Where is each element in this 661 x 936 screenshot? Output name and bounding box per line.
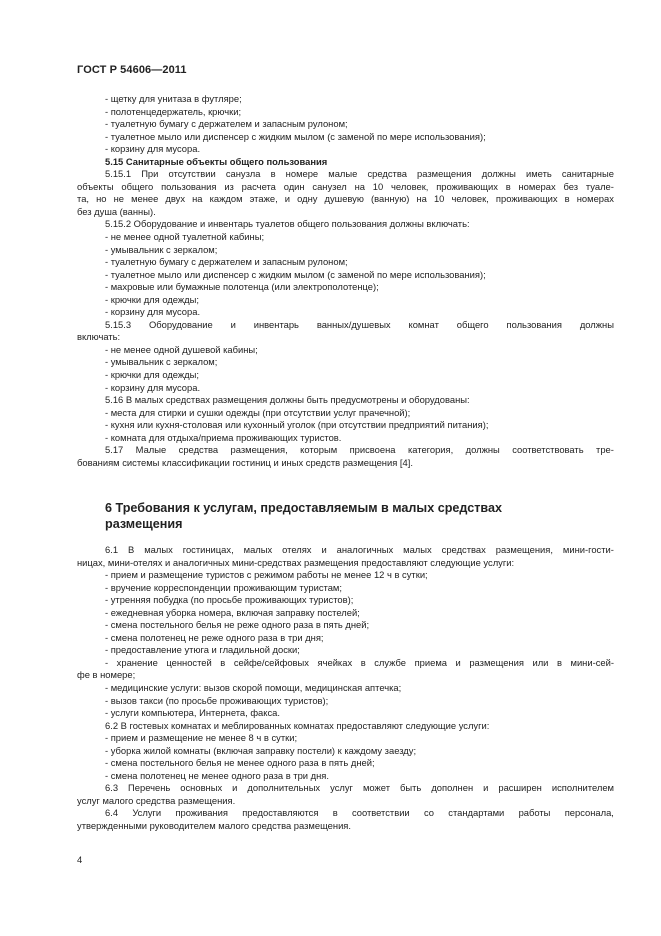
text-line: 5.15.2 Оборудование и инвентарь туалетов общего пользования должны включать: bbox=[105, 218, 470, 230]
text-line: ницах, мини-отелях и аналогичных мини-средствах размещения предоставляют следующие услуги: bbox=[77, 556, 515, 568]
text-line: - не менее одной душевой кабины; bbox=[105, 343, 258, 355]
text-line: 6.2 В гостевых комнатах и меблированных комнатах предоставляют следующие услуги: bbox=[105, 719, 490, 731]
page-number: 4 bbox=[77, 854, 83, 865]
text-line: - туалетное мыло или диспенсер с жидким мылом (с заменой по мере использования); bbox=[105, 130, 486, 142]
text-line: объекты общего пользования из расчета один санузел на 10 человек, проживающих в номерах без туале- bbox=[77, 180, 614, 192]
text-line: та, но не менее двух на каждом этаже, и одну душевую (ванную) на 10 человек, проживающих в номерах bbox=[77, 193, 614, 205]
text-line: 5.16 В малых средствах размещения должны быть предусмотрены и оборудованы: bbox=[105, 394, 470, 406]
text-line: - смена полотенец не менее одного раза в три дня. bbox=[105, 769, 329, 781]
text-line: - крючки для одежды; bbox=[105, 369, 199, 381]
text-line: 6.3 Перечень основных и дополнительных услуг может быть дополнен и расширен исполнителем bbox=[105, 782, 614, 794]
text-line: - вызов такси (по просьбе проживающих туристов); bbox=[105, 694, 329, 706]
text-line: - туалетное мыло или диспенсер с жидким мылом (с заменой по мере использования); bbox=[105, 268, 486, 280]
text-line: - не менее одной туалетной кабины; bbox=[105, 231, 265, 243]
text-line: - уборка жилой комнаты (включая заправку постели) к каждому заезду; bbox=[105, 744, 417, 756]
body-text-section-6 bbox=[77, 544, 614, 833]
text-line: 5.17 Малые средства размещения, которым присвоена категория, должны соответствовать тре- bbox=[105, 444, 614, 456]
text-line: услуг малого средства размещения. bbox=[77, 794, 236, 806]
text-line: - медицинские услуги: вызов скорой помощи, медицинская аптечка; bbox=[105, 682, 402, 694]
text-line: без душа (ванны). bbox=[77, 205, 156, 217]
text-line: - смена полотенец не реже одного раза в три дня; bbox=[105, 631, 324, 643]
text-line: - махровые или бумажные полотенца (или электрополотенце); bbox=[105, 281, 379, 293]
text-line: 5.15.1 При отсутствии санузла в номере малые средства размещения должны иметь санитарные bbox=[105, 168, 614, 180]
text-line: - корзину для мусора. bbox=[105, 381, 201, 393]
text-line: - туалетную бумагу с держателем и запасным рулоном; bbox=[105, 118, 348, 130]
text-line: - предоставление утюга и гладильной доски; bbox=[105, 644, 300, 656]
text-line: 6.1 В малых гостиницах, малых отелях и аналогичных малых средствах размещения, мини-гости- bbox=[105, 544, 614, 555]
text-line: утвержденными руководителем малого средства размещения. bbox=[77, 820, 351, 832]
text-line: - смена постельного белья не реже одного раза в пять дней; bbox=[105, 619, 370, 631]
document-header: ГОСТ Р 54606—2011 bbox=[77, 64, 187, 76]
section-6-title-line-2: размещения bbox=[105, 517, 183, 531]
text-line: включать: bbox=[77, 331, 121, 343]
section-6-heading bbox=[105, 500, 605, 532]
text-line: - туалетную бумагу с держателем и запасным рулоном; bbox=[105, 256, 348, 268]
text-line: - места для стирки и сушки одежды (при отсутствии услуг прачечной); bbox=[105, 406, 411, 418]
text-line: - прием и размещение не менее 8 ч в сутки; bbox=[105, 732, 298, 744]
body-text-section-5 bbox=[77, 93, 614, 469]
text-line: - хранение ценностей в сейфе/сейфовых ячейках в службе приема и размещения или в мини-сей- bbox=[105, 656, 614, 668]
text-line: - щетку для унитаза в футляре; bbox=[105, 93, 242, 104]
text-line: бованиям системы классификации гостиниц и иных средств размещения [4]. bbox=[77, 456, 413, 468]
section-6-title-line-1: 6 Требования к услугам, предоставляемым в малых средствах bbox=[105, 501, 502, 515]
text-line: - утренняя побудка (по просьбе проживающих туристов); bbox=[105, 594, 354, 606]
text-line: фе в номере; bbox=[77, 669, 136, 681]
text-line: - услуги компьютера, Интернета, факса. bbox=[105, 707, 280, 719]
text-line: - полотенцедержатель, крючки; bbox=[105, 105, 242, 117]
text-line: - крючки для одежды; bbox=[105, 293, 199, 305]
text-line: 5.15 Санитарные объекты общего пользования bbox=[105, 155, 328, 167]
text-line: - корзину для мусора. bbox=[105, 306, 201, 318]
text-line: - прием и размещение туристов с режимом работы не менее 12 ч в сутки; bbox=[105, 569, 428, 581]
text-line: 6.4 Услуги проживания предоставляются в соответствии со стандартами работы персонала, bbox=[105, 807, 614, 819]
text-line: - умывальник с зеркалом; bbox=[105, 243, 218, 255]
text-line: 5.15.3 Оборудование и инвентарь ванных/душевых комнат общего пользования должны bbox=[105, 318, 614, 330]
text-line: - комната для отдыха/приема проживающих туристов. bbox=[105, 431, 342, 443]
text-line: - вручение корреспонденции проживающим туристам; bbox=[105, 581, 342, 593]
text-line: - корзину для мусора. bbox=[105, 143, 201, 155]
text-line: - умывальник с зеркалом; bbox=[105, 356, 218, 368]
text-line: - кухня или кухня-столовая или кухонный уголок (при отсутствии предприятий питания); bbox=[105, 419, 489, 431]
text-line: - смена постельного белья не менее одного раза в пять дней; bbox=[105, 757, 375, 769]
text-line: - ежедневная уборка номера, включая заправку постелей; bbox=[105, 606, 360, 618]
